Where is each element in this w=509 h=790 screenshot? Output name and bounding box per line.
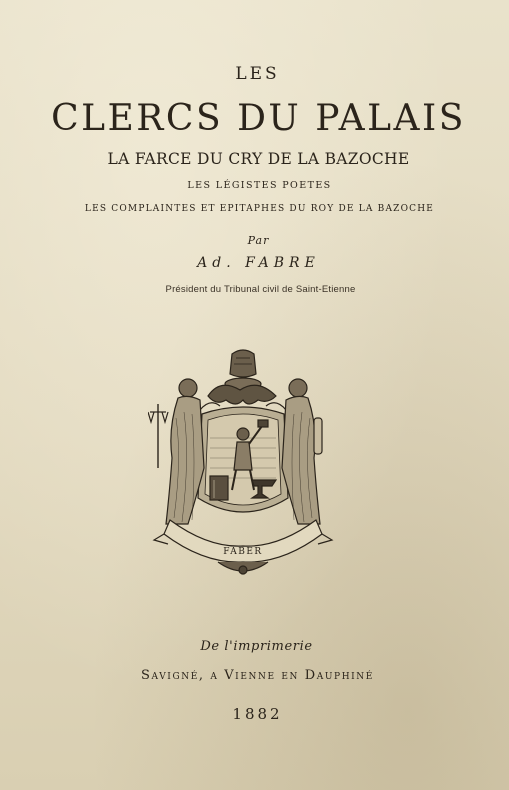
imprint-place: Savigné, a Vienne en Dauphiné [141,668,374,683]
emblem-motto: FABER [223,547,263,557]
author-name: Ad. FABRE [197,255,320,271]
main-title: CLERCS DU PALAIS [51,98,466,139]
subtitle-complaintes: LES COMPLAINTES ET EPITAPHES DU ROY DE LA BAZOCHE [84,204,435,214]
subtitle-legistes: LES LÉGISTES POETES [187,180,332,191]
author-role: Président du Tribunal civil de Saint-Etienne [165,284,356,295]
by-label: Par [247,234,270,247]
printer-mark-emblem-icon [148,348,338,580]
subtitle-farce: LA FARCE DU CRY DE LA BAZOCHE [107,150,410,168]
imprint-label: De l'imprimerie [200,639,313,654]
publication-year: 1882 [232,705,283,723]
title-article: LES [235,64,280,84]
